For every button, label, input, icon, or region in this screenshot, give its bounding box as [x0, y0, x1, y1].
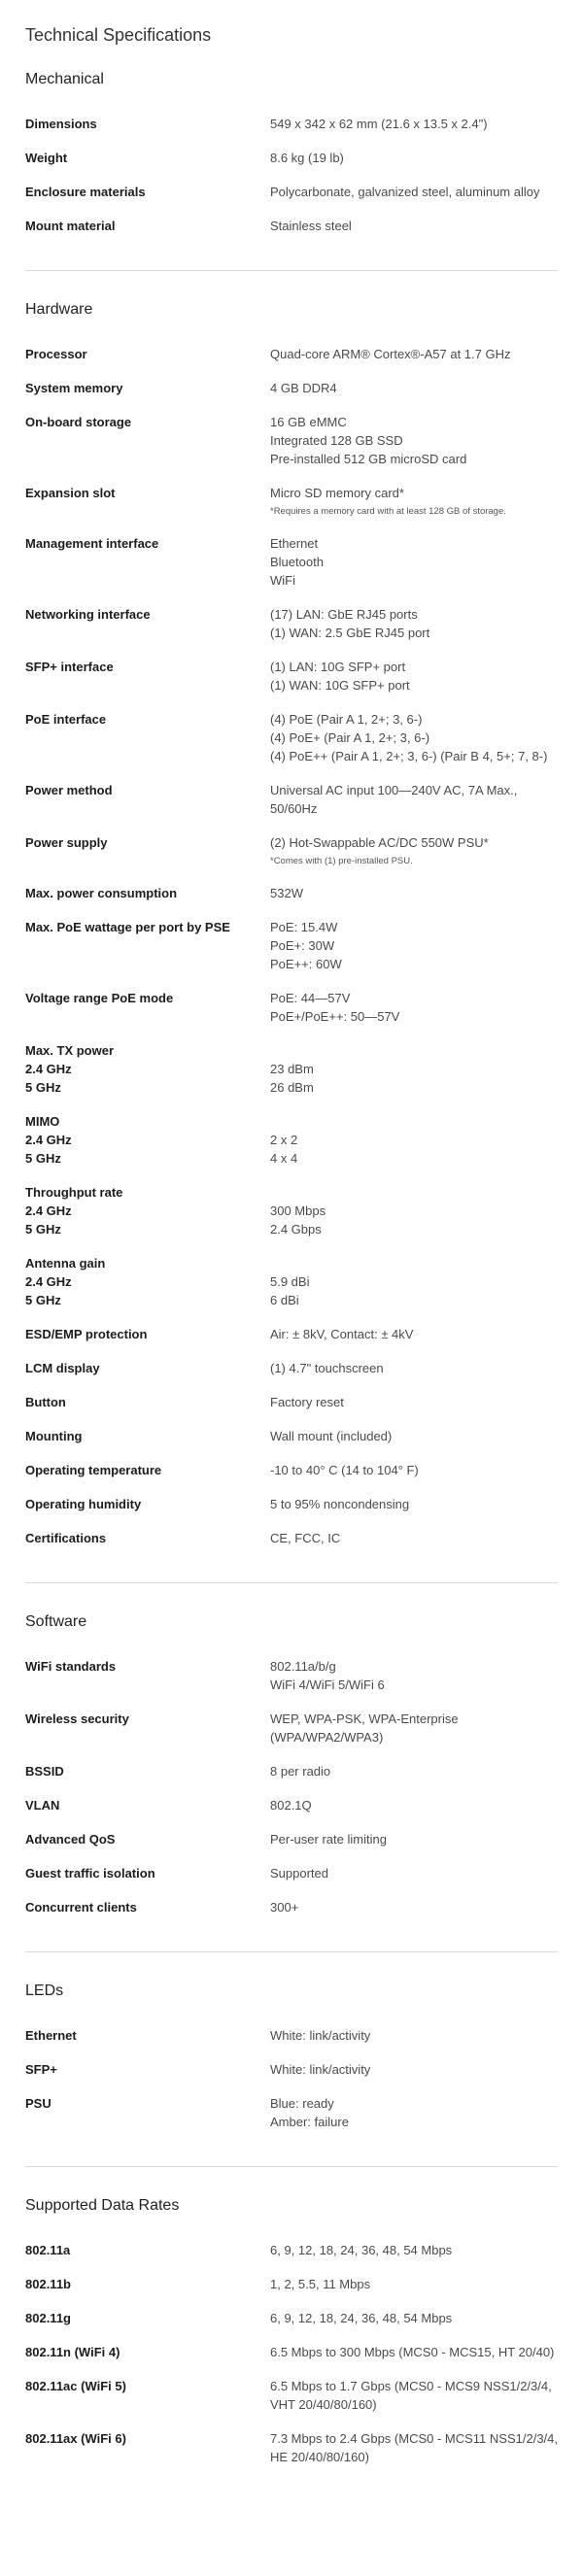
spec-value-line: Wall mount (included)	[270, 1429, 393, 1443]
spec-label: Power method	[25, 783, 113, 797]
spec-label: SFP+	[25, 2062, 57, 2077]
spec-value-line: Integrated 128 GB SSD	[270, 433, 403, 448]
spec-row-op-humidity	[25, 1495, 558, 1513]
spec-row-management	[25, 534, 558, 590]
spec-sublabel: 2.4 GHz	[25, 1274, 72, 1289]
spec-label: Wireless security	[25, 1712, 129, 1726]
spec-row-vlan	[25, 1796, 558, 1814]
spec-label	[25, 1041, 270, 1097]
section-heading: Mechanical	[25, 71, 104, 87]
spec-value-line: Stainless steel	[270, 219, 352, 233]
spec-value	[270, 1325, 558, 1343]
spec-row-throughput	[25, 1183, 558, 1238]
spec-row-80211ac	[25, 2377, 558, 2414]
spec-value	[270, 2377, 558, 2414]
spec-value-line: -10 to 40° C (14 to 104° F)	[270, 1463, 419, 1477]
spec-value-line: 300+	[270, 1900, 299, 1915]
spec-label: Certifications	[25, 1531, 107, 1545]
spec-sublabel: 2.4 GHz	[25, 1062, 72, 1076]
spec-value-line: 4 x 4	[270, 1151, 298, 1166]
spec-value	[270, 1657, 558, 1694]
spec-value	[270, 1041, 558, 1097]
spec-value-line: WiFi	[270, 573, 295, 588]
spec-value-line: (4) PoE (Pair A 1, 2+; 3, 6-)	[270, 712, 423, 727]
spec-row-tx-power	[25, 1041, 558, 1097]
section-hardware	[25, 300, 558, 1583]
spec-value	[270, 149, 558, 167]
page-title: Technical Specifications	[25, 25, 212, 45]
spec-value	[270, 2026, 558, 2045]
spec-value-line: (1) WAN: 10G SFP+ port	[270, 678, 410, 693]
spec-label: Concurrent clients	[25, 1900, 137, 1915]
spec-label: 802.11g	[25, 2311, 71, 2325]
spec-value-line: PoE: 15.4W	[270, 920, 338, 934]
spec-value	[270, 534, 558, 590]
spec-row-enclosure	[25, 183, 558, 201]
spec-value	[270, 1495, 558, 1513]
spec-label: Guest traffic isolation	[25, 1866, 155, 1881]
spec-value-line: Bluetooth	[270, 555, 324, 569]
spec-label: Enclosure materials	[25, 185, 146, 199]
spec-row-guest-isolation	[25, 1864, 558, 1882]
spec-row-mount-material	[25, 217, 558, 235]
spec-value	[270, 658, 558, 695]
spec-value-line: 802.1Q	[270, 1798, 312, 1813]
spec-value-line: Quad-core ARM® Cortex®-A57 at 1.7 GHz	[270, 347, 511, 361]
spec-value	[270, 1461, 558, 1479]
spec-value-line: (1) WAN: 2.5 GbE RJ45 port	[270, 626, 430, 640]
spec-value	[270, 379, 558, 397]
spec-value	[270, 2094, 558, 2131]
spec-label: 802.11ax (WiFi 6)	[25, 2431, 126, 2446]
spec-group-title: Antenna gain	[25, 1256, 106, 1271]
spec-value	[270, 2060, 558, 2079]
spec-label: 802.11a	[25, 2243, 71, 2257]
spec-value	[270, 1710, 558, 1746]
spec-row-op-temp	[25, 1461, 558, 1479]
section-heading: LEDs	[25, 1983, 64, 1999]
spec-value	[270, 2275, 558, 2293]
spec-value-line: (4) PoE++ (Pair A 1, 2+; 3, 6-) (Pair B 4, 5+; 7, 8-)	[270, 749, 548, 763]
spec-value-line: 7.3 Mbps to 2.4 Gbps (MCS0 - MCS11 NSS1/2/3/4, HE 20/40/80/160)	[270, 2431, 558, 2464]
spec-value-line: White: link/activity	[270, 2028, 371, 2043]
spec-value-line: 23 dBm	[270, 1062, 314, 1076]
spec-label: Button	[25, 1395, 66, 1409]
spec-value-line: Per-user rate limiting	[270, 1832, 387, 1847]
spec-value	[270, 345, 558, 363]
spec-row-networking	[25, 605, 558, 642]
spec-row-80211ax	[25, 2429, 558, 2466]
spec-value-line: 2.4 Gbps	[270, 1222, 322, 1237]
spec-value-line: 6.5 Mbps to 300 Mbps (MCS0 - MCS15, HT 20/40)	[270, 2345, 555, 2359]
spec-row-mounting	[25, 1427, 558, 1445]
spec-value-line: 802.11a/b/g	[270, 1659, 336, 1674]
spec-value	[270, 884, 558, 902]
spec-label: Max. PoE wattage per port by PSE	[25, 920, 230, 934]
spec-row-weight	[25, 149, 558, 167]
spec-label: On-board storage	[25, 415, 132, 429]
spec-footnote: *Requires a memory card with at least 128 GB of storage.	[270, 506, 506, 517]
spec-value	[270, 413, 558, 468]
spec-row-power-supply	[25, 833, 558, 868]
spec-value-line: 8 per radio	[270, 1764, 331, 1779]
spec-value	[270, 605, 558, 642]
spec-value-line: Air: ± 8kV, Contact: ± 4kV	[270, 1327, 414, 1341]
spec-label: LCM display	[25, 1361, 100, 1375]
spec-value-line: PoE+/PoE++: 50—57V	[270, 1009, 400, 1024]
spec-label: WiFi standards	[25, 1659, 117, 1674]
spec-sublabel: 5 GHz	[25, 1293, 61, 1307]
spec-value-line: (1) 4.7" touchscreen	[270, 1361, 384, 1375]
spec-row-80211g	[25, 2309, 558, 2327]
spec-value-line: WiFi 4/WiFi 5/WiFi 6	[270, 1678, 385, 1692]
spec-row-mimo	[25, 1112, 558, 1168]
section-leds	[25, 1982, 558, 2167]
spec-row-led-psu	[25, 2094, 558, 2131]
spec-value	[270, 1254, 558, 1309]
spec-row-storage	[25, 413, 558, 468]
spec-row-led-sfp	[25, 2060, 558, 2079]
spec-label: PSU	[25, 2096, 51, 2111]
spec-label: Max. power consumption	[25, 886, 178, 900]
spec-sublabel: 5 GHz	[25, 1151, 61, 1166]
spec-value-line: PoE+: 30W	[270, 938, 335, 953]
section-software	[25, 1612, 558, 1952]
spec-value-line: Micro SD memory card*	[270, 486, 404, 500]
spec-row-80211b	[25, 2275, 558, 2293]
spec-label: Voltage range PoE mode	[25, 991, 174, 1005]
spec-label: Dimensions	[25, 117, 97, 131]
spec-value-line: Ethernet	[270, 536, 319, 551]
spec-value-line: 6, 9, 12, 18, 24, 36, 48, 54 Mbps	[270, 2243, 453, 2257]
spec-label	[25, 1112, 270, 1168]
spec-label: Mounting	[25, 1429, 83, 1443]
spec-value-line: 6.5 Mbps to 1.7 Gbps (MCS0 - MCS9 NSS1/2/3/4, VHT 20/40/80/160)	[270, 2379, 552, 2412]
spec-value	[270, 1359, 558, 1377]
spec-value	[270, 484, 558, 519]
spec-value-line: Polycarbonate, galvanized steel, aluminum alloy	[270, 185, 540, 199]
spec-value-line: (1) LAN: 10G SFP+ port	[270, 660, 406, 674]
spec-row-dimensions	[25, 115, 558, 133]
spec-value-line: 2 x 2	[270, 1133, 298, 1147]
spec-label	[25, 1254, 270, 1309]
section-heading: Software	[25, 1613, 87, 1630]
spec-value-line: (4) PoE+ (Pair A 1, 2+; 3, 6-)	[270, 730, 430, 745]
spec-row-certifications	[25, 1529, 558, 1547]
spec-value-line: Amber: failure	[270, 2115, 349, 2129]
spec-value	[270, 989, 558, 1026]
spec-footnote: *Comes with (1) pre-installed PSU.	[270, 856, 413, 866]
spec-value	[270, 1898, 558, 1916]
spec-label: PoE interface	[25, 712, 107, 727]
spec-value-line: (17) LAN: GbE RJ45 ports	[270, 607, 418, 622]
spec-value	[270, 1796, 558, 1814]
spec-value-line: PoE++: 60W	[270, 957, 342, 971]
spec-label: ESD/EMP protection	[25, 1327, 148, 1341]
spec-sublabel: 5 GHz	[25, 1080, 61, 1095]
spec-value-line: 5.9 dBi	[270, 1274, 310, 1289]
spec-value-line: 6, 9, 12, 18, 24, 36, 48, 54 Mbps	[270, 2311, 453, 2325]
spec-value-line: 4 GB DDR4	[270, 381, 337, 395]
spec-row-power-method	[25, 781, 558, 818]
spec-value-line: CE, FCC, IC	[270, 1531, 341, 1545]
spec-value	[270, 781, 558, 818]
spec-value	[270, 1183, 558, 1238]
spec-label: 802.11ac (WiFi 5)	[25, 2379, 126, 2393]
spec-row-max-poe	[25, 918, 558, 973]
spec-value-line: 16 GB eMMC	[270, 415, 347, 429]
spec-value-line: Factory reset	[270, 1395, 344, 1409]
spec-label: VLAN	[25, 1798, 60, 1813]
spec-group-title: MIMO	[25, 1114, 60, 1129]
spec-value	[270, 1864, 558, 1882]
spec-row-processor	[25, 345, 558, 363]
spec-label: Processor	[25, 347, 87, 361]
spec-value	[270, 2343, 558, 2361]
spec-row-wifi-standards	[25, 1657, 558, 1694]
spec-value-line: PoE: 44—57V	[270, 991, 351, 1005]
spec-value-line: White: link/activity	[270, 2062, 371, 2077]
spec-sublabel: 5 GHz	[25, 1222, 61, 1237]
spec-row-80211a	[25, 2241, 558, 2259]
spec-value	[270, 1112, 558, 1168]
spec-value-line: Universal AC input 100—240V AC, 7A Max., 50/60Hz	[270, 783, 518, 816]
section-heading: Supported Data Rates	[25, 2197, 180, 2214]
spec-label: Power supply	[25, 835, 108, 850]
spec-value-line: 5 to 95% noncondensing	[270, 1497, 410, 1511]
spec-value-line: 8.6 kg (19 lb)	[270, 151, 344, 165]
spec-value	[270, 1393, 558, 1411]
spec-label: Ethernet	[25, 2028, 77, 2043]
spec-label: Expansion slot	[25, 486, 116, 500]
spec-value	[270, 217, 558, 235]
spec-value	[270, 1762, 558, 1780]
spec-row-antenna	[25, 1254, 558, 1309]
spec-value	[270, 2241, 558, 2259]
spec-row-bssid	[25, 1762, 558, 1780]
spec-value	[270, 1427, 558, 1445]
spec-row-max-power	[25, 884, 558, 902]
spec-label: BSSID	[25, 1764, 64, 1779]
spec-value	[270, 833, 558, 868]
spec-row-wireless-security	[25, 1710, 558, 1746]
spec-label: System memory	[25, 381, 123, 395]
spec-row-lcm	[25, 1359, 558, 1377]
spec-row-poe	[25, 710, 558, 765]
spec-label: 802.11n (WiFi 4)	[25, 2345, 120, 2359]
spec-value-line: 300 Mbps	[270, 1203, 326, 1218]
spec-value-line: 549 x 342 x 62 mm (21.6 x 13.5 x 2.4")	[270, 117, 488, 131]
spec-row-expansion	[25, 484, 558, 519]
spec-row-memory	[25, 379, 558, 397]
spec-group-title: Throughput rate	[25, 1185, 123, 1200]
spec-sublabel: 2.4 GHz	[25, 1203, 72, 1218]
spec-value-line: WEP, WPA-PSK, WPA-Enterprise (WPA/WPA2/WPA3)	[270, 1712, 459, 1745]
spec-value	[270, 115, 558, 133]
spec-group-title: Max. TX power	[25, 1043, 115, 1058]
spec-value-line: 26 dBm	[270, 1080, 314, 1095]
spec-row-led-ethernet	[25, 2026, 558, 2045]
spec-value	[270, 918, 558, 973]
spec-sublabel: 2.4 GHz	[25, 1133, 72, 1147]
spec-value-line: 532W	[270, 886, 303, 900]
spec-label: Operating humidity	[25, 1497, 142, 1511]
spec-row-button	[25, 1393, 558, 1411]
spec-label: 802.11b	[25, 2277, 71, 2291]
spec-value	[270, 2429, 558, 2466]
spec-value	[270, 1529, 558, 1547]
spec-value	[270, 710, 558, 765]
spec-label: Operating temperature	[25, 1463, 162, 1477]
spec-value-line: 1, 2, 5.5, 11 Mbps	[270, 2277, 371, 2291]
spec-label: Weight	[25, 151, 68, 165]
spec-row-concurrent-clients	[25, 1898, 558, 1916]
spec-label: Advanced QoS	[25, 1832, 116, 1847]
spec-row-80211n	[25, 2343, 558, 2361]
spec-row-sfp	[25, 658, 558, 695]
section-mechanical	[25, 70, 558, 271]
section-data-rates	[25, 2196, 558, 2501]
spec-value-line: Pre-installed 512 GB microSD card	[270, 452, 467, 466]
spec-value	[270, 1830, 558, 1848]
section-heading: Hardware	[25, 301, 93, 318]
spec-value-line: Blue: ready	[270, 2096, 334, 2111]
spec-row-qos	[25, 1830, 558, 1848]
spec-row-esd	[25, 1325, 558, 1343]
spec-label: Mount material	[25, 219, 116, 233]
spec-value	[270, 183, 558, 201]
spec-value-line: Supported	[270, 1866, 328, 1881]
spec-value	[270, 2309, 558, 2327]
spec-label	[25, 1183, 270, 1238]
spec-value-line: 6 dBi	[270, 1293, 299, 1307]
spec-row-voltage	[25, 989, 558, 1026]
spec-label: Management interface	[25, 536, 159, 551]
spec-label: SFP+ interface	[25, 660, 114, 674]
spec-label: Networking interface	[25, 607, 151, 622]
spec-value-line: (2) Hot-Swappable AC/DC 550W PSU*	[270, 835, 489, 850]
